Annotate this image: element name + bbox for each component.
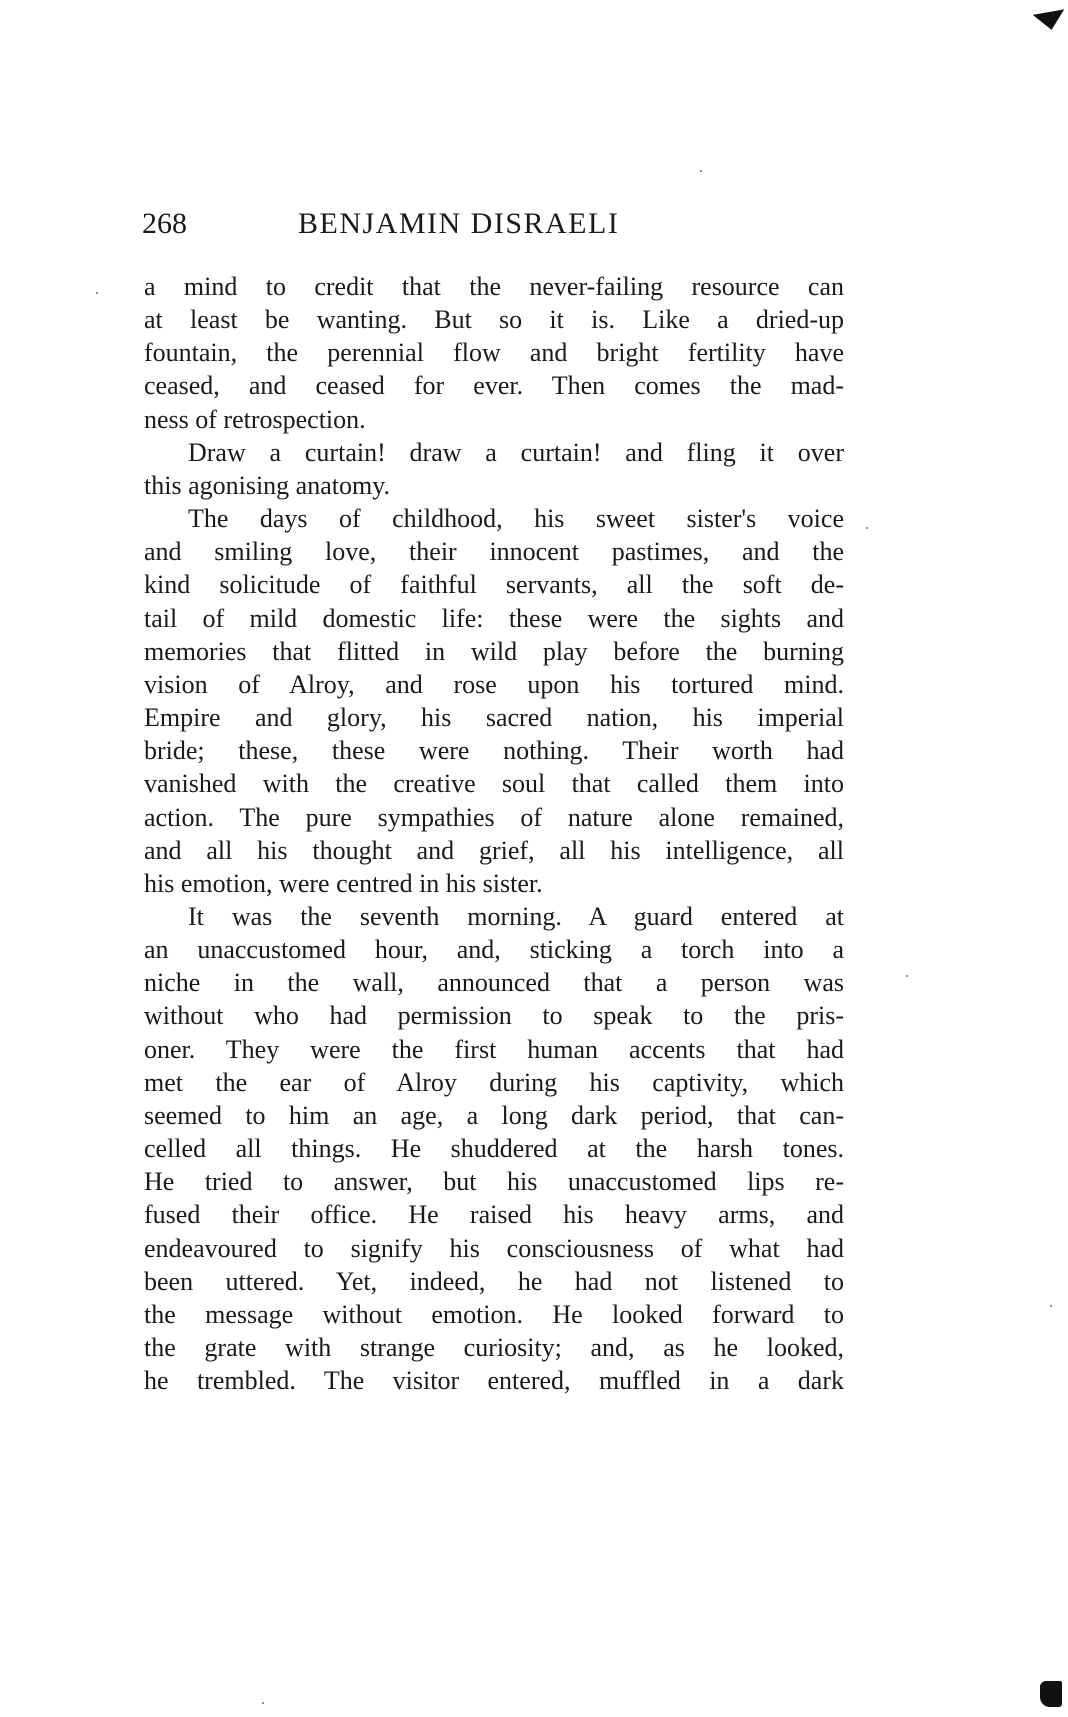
text-line: fountain, the perennial flow and bright fertility have xyxy=(144,338,844,368)
ink-blot-icon xyxy=(1040,1681,1062,1707)
page-header xyxy=(142,204,842,244)
page-corner-mark-icon xyxy=(1033,9,1068,32)
text-line: ness of retrospection. xyxy=(144,404,366,434)
running-title: BENJAMIN DISRAELI xyxy=(298,207,620,240)
page-number: 268 xyxy=(142,207,187,240)
text-line: endeavoured to signify his consciousness of what had xyxy=(144,1233,844,1263)
paper-speck xyxy=(906,975,908,977)
text-line: his emotion, were centred in his sister. xyxy=(144,868,543,898)
paragraph xyxy=(144,502,844,900)
text-line: been uttered. Yet, indeed, he had not listened to xyxy=(144,1266,844,1296)
text-line: celled all things. He shuddered at the harsh tones. xyxy=(144,1134,844,1164)
text-line: the message without emotion. He looked forward to xyxy=(144,1299,844,1329)
text-line: action. The pure sympathies of nature alone remained, xyxy=(144,802,844,832)
text-line: and smiling love, their innocent pastimes, and the xyxy=(144,537,844,567)
text-line: oner. They were the first human accents that had xyxy=(144,1034,844,1064)
text-line: vanished with the creative soul that called them into xyxy=(144,769,844,799)
paragraph xyxy=(144,436,844,502)
text-line: and all his thought and grief, all his intelligence, all xyxy=(144,835,844,865)
text-line: kind solicitude of faithful servants, all the soft de- xyxy=(144,570,844,600)
text-line: bride; these, these were nothing. Their worth had xyxy=(144,736,844,766)
text-line: seemed to him an age, a long dark period, that can- xyxy=(144,1100,844,1130)
text-line: he trembled. The visitor entered, muffled in a dark xyxy=(144,1366,844,1396)
paper-speck xyxy=(700,170,702,172)
text-line: Draw a curtain! draw a curtain! and fling it over xyxy=(188,437,844,467)
text-line: this agonising anatomy. xyxy=(144,470,391,500)
paper-speck xyxy=(96,292,98,294)
text-line: an unaccustomed hour, and, sticking a torch into a xyxy=(144,935,844,965)
body-text xyxy=(144,270,844,1397)
text-line: vision of Alroy, and rose upon his tortured mind. xyxy=(144,669,844,699)
text-line: niche in the wall, announced that a person was xyxy=(144,968,844,998)
text-line: He tried to answer, but his unaccustomed lips re- xyxy=(144,1167,844,1197)
text-line: memories that flitted in wild play before the burning xyxy=(144,636,844,666)
text-line: Empire and glory, his sacred nation, his imperial xyxy=(144,703,844,733)
paragraph xyxy=(144,270,844,436)
text-line: a mind to credit that the never-failing resource can xyxy=(144,272,844,301)
paper-speck xyxy=(262,1702,264,1704)
text-line: fused their office. He raised his heavy arms, and xyxy=(144,1200,844,1230)
paper-speck xyxy=(866,527,868,529)
text-line: met the ear of Alroy during his captivity, which xyxy=(144,1067,844,1097)
text-line: It was the seventh morning. A guard entered at xyxy=(188,901,844,931)
text-line: at least be wanting. But so it is. Like a dried-up xyxy=(144,305,844,335)
text-line: The days of childhood, his sweet sister's voice xyxy=(188,504,844,534)
text-line: without who had permission to speak to the pris- xyxy=(144,1001,844,1031)
text-line: ceased, and ceased for ever. Then comes the mad- xyxy=(144,371,844,401)
paper-speck xyxy=(1050,1305,1052,1307)
paragraph xyxy=(144,900,844,1397)
text-line: the grate with strange curiosity; and, as he looked, xyxy=(144,1333,844,1362)
text-line: tail of mild domestic life: these were the sights and xyxy=(144,603,844,633)
